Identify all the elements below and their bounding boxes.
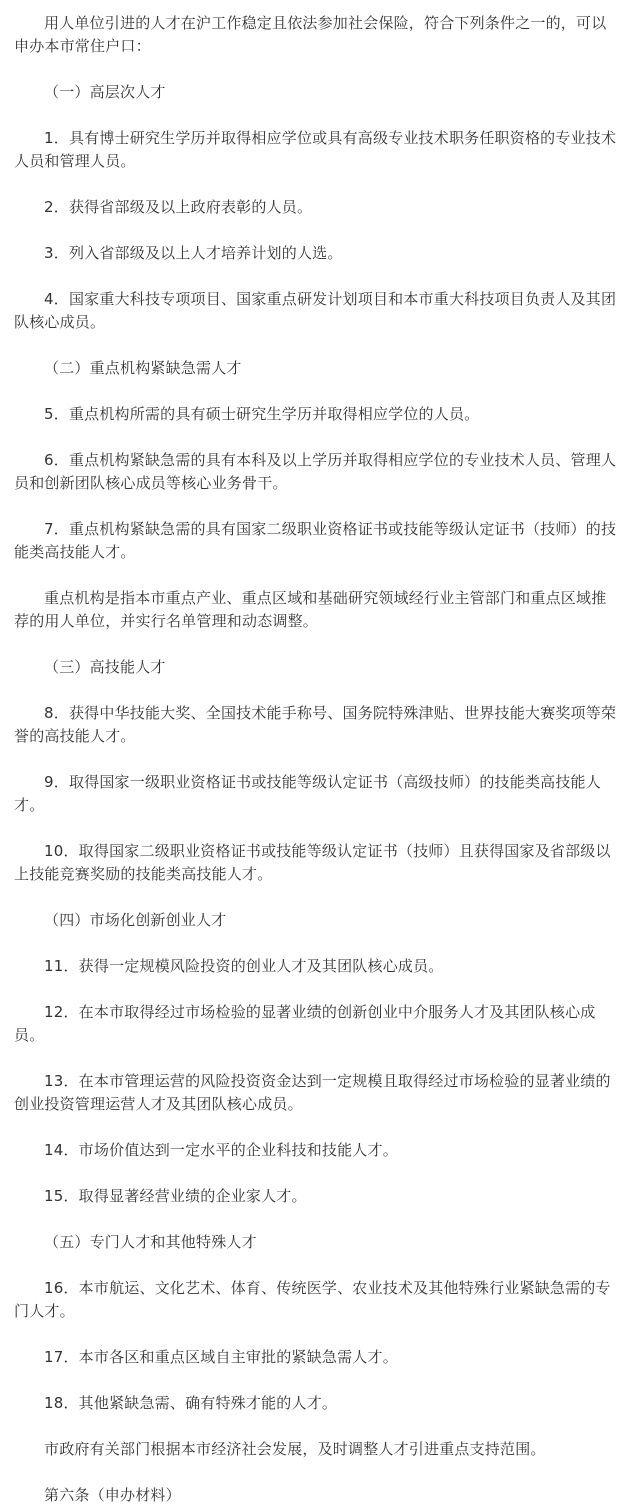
section-heading-2: （二）重点机构紧缺急需人才 (44, 359, 242, 377)
section-heading-3: （三）高技能人才 (44, 658, 166, 676)
section-heading-5: （五）专门人才和其他特殊人才 (44, 1233, 257, 1251)
intro-paragraph: 用人单位引进的人才在沪工作稳定且依法参加社会保险，符合下列条件之一的，可以申办本市常住户口： (14, 14, 607, 55)
list-item-17: 17．本市各区和重点区域自主审批的紧缺急需人才。 (44, 1348, 398, 1366)
article-heading: 第六条（申办材料） (44, 1486, 181, 1504)
section-heading-1: （一）高层次人才 (44, 83, 166, 101)
list-item-5: 5．重点机构所需的具有硕士研究生学历并取得相应学位的人员。 (44, 405, 480, 423)
list-item-14: 14．市场价值达到一定水平的企业科技和技能人才。 (44, 1141, 398, 1159)
list-item-16: 16．本市航运、文化艺术、体育、传统医学、农业技术及其他特殊行业紧缺急需的专门人才。 (14, 1279, 611, 1320)
section-heading-4: （四）市场化创新创业人才 (44, 911, 227, 929)
list-item-9: 9．取得国家一级职业资格证书或技能等级认定证书（高级技师）的技能类高技能人才。 (14, 773, 601, 814)
note-paragraph-2: 市政府有关部门根据本市经济社会发展，及时调整人才引进重点支持范围。 (44, 1440, 546, 1458)
list-item-12: 12．在本市取得经过市场检验的显著业绩的创新创业中介服务人才及其团队核心成员。 (14, 1003, 596, 1044)
list-item-6: 6．重点机构紧缺急需的具有本科及以上学历并取得相应学位的专业技术人员、管理人员和创新团队核心成员等核心业务骨干。 (14, 451, 617, 492)
list-item-4: 4．国家重大科技专项项目、国家重点研发计划项目和本市重大科技项目负责人及其团队核心成员。 (14, 290, 617, 331)
list-item-15: 15．取得显著经营业绩的企业家人才。 (44, 1187, 307, 1205)
list-item-3: 3．列入省部级及以上人才培养计划的人选。 (44, 244, 343, 262)
list-item-18: 18．其他紧缺急需、确有特殊才能的人才。 (44, 1394, 338, 1412)
list-item-7: 7．重点机构紧缺急需的具有国家二级职业资格证书或技能等级认定证书（技师）的技能类高技能人才。 (14, 520, 617, 561)
list-item-10: 10．取得国家二级职业资格证书或技能等级认定证书（技师）且获得国家及省部级以上技能竞赛奖励的技能类高技能人才。 (14, 842, 611, 883)
list-item-8: 8．获得中华技能大奖、全国技术能手称号、国务院特殊津贴、世界技能大赛奖项等荣誉的高技能人才。 (14, 704, 617, 745)
note-paragraph-1: 重点机构是指本市重点产业、重点区域和基础研究领域经行业主管部门和重点区域推荐的用人单位，并实行名单管理和动态调整。 (14, 589, 607, 630)
list-item-13: 13．在本市管理运营的风险投资资金达到一定规模且取得经过市场检验的显著业绩的创业投资管理运营人才及其团队核心成员。 (14, 1072, 611, 1113)
list-item-1: 1．具有博士研究生学历并取得相应学位或具有高级专业技术职务任职资格的专业技术人员和管理人员。 (14, 129, 617, 170)
list-item-11: 11．获得一定规模风险投资的创业人才及其团队核心成员。 (44, 957, 444, 975)
list-item-2: 2．获得省部级及以上政府表彰的人员。 (44, 198, 313, 216)
